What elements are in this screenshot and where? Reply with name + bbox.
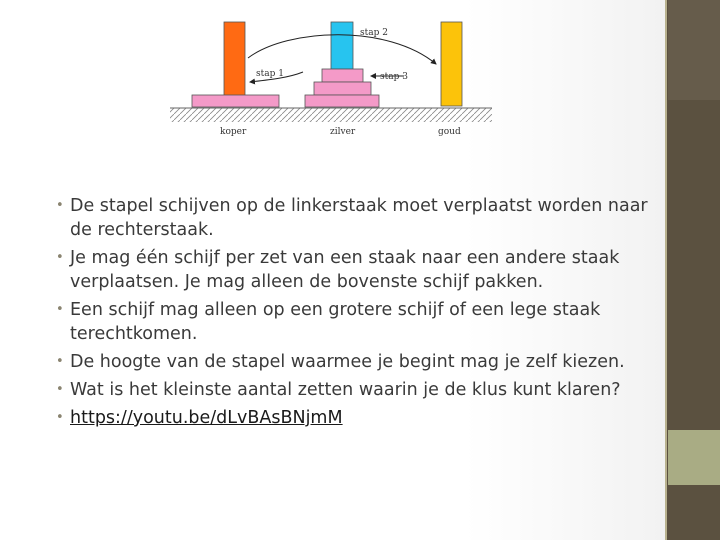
side-panel-divider	[665, 0, 667, 540]
label-stap-3: stap 3	[380, 72, 408, 82]
label-goud: goud	[438, 127, 461, 137]
bullet-icon: •	[56, 250, 64, 265]
hanoi-diagram	[168, 18, 492, 142]
bullet-text: Een schijf mag alleen op een grotere schijf of een lege staak terechtkomen.	[70, 300, 601, 344]
side-panel	[665, 0, 720, 540]
disc-middle-large	[305, 95, 379, 107]
bullet-item	[50, 246, 650, 294]
bullet-icon: •	[56, 354, 64, 369]
disc-left-bottom	[192, 95, 279, 107]
label-koper: koper	[220, 127, 247, 137]
peg-goud	[441, 22, 462, 106]
side-band-middle	[668, 100, 720, 430]
bullet-item	[50, 298, 650, 346]
bullet-item	[50, 350, 650, 374]
bullet-icon: •	[56, 382, 64, 397]
bullet-list	[50, 194, 650, 434]
label-stap-2: stap 2	[360, 28, 388, 38]
bullet-text: Wat is het kleinste aantal zetten waarin je de klus kunt klaren?	[70, 380, 621, 400]
side-band-accent	[668, 430, 720, 485]
label-zilver: zilver	[330, 127, 356, 137]
bullet-item	[50, 378, 650, 402]
bullet-text: De stapel schijven op de linkerstaak moet verplaatst worden naar de rechterstaak.	[70, 196, 648, 240]
ground-hatch	[170, 108, 492, 122]
video-link[interactable]: https://youtu.be/dLvBAsBNjmM	[70, 408, 343, 428]
bullet-text: Je mag één schijf per zet van een staak naar een andere staak verplaatsen. Je mag alleen de bovenste schijf pakken.	[70, 248, 620, 292]
disc-middle-small	[322, 69, 363, 82]
peg-koper	[224, 22, 245, 96]
bullet-item	[50, 194, 650, 242]
bullet-item	[50, 406, 650, 430]
towers-of-hanoi-figure	[168, 18, 492, 142]
bullet-icon: •	[56, 302, 64, 317]
peg-zilver	[331, 22, 353, 69]
side-band-top	[668, 0, 720, 100]
label-stap-1: stap 1	[256, 69, 284, 79]
bullet-text: De hoogte van de stapel waarmee je begint mag je zelf kiezen.	[70, 352, 625, 372]
disc-middle-medium	[314, 82, 371, 95]
side-band-bottom	[668, 485, 720, 540]
bullet-icon: •	[56, 198, 64, 213]
bullet-icon: •	[56, 410, 64, 425]
